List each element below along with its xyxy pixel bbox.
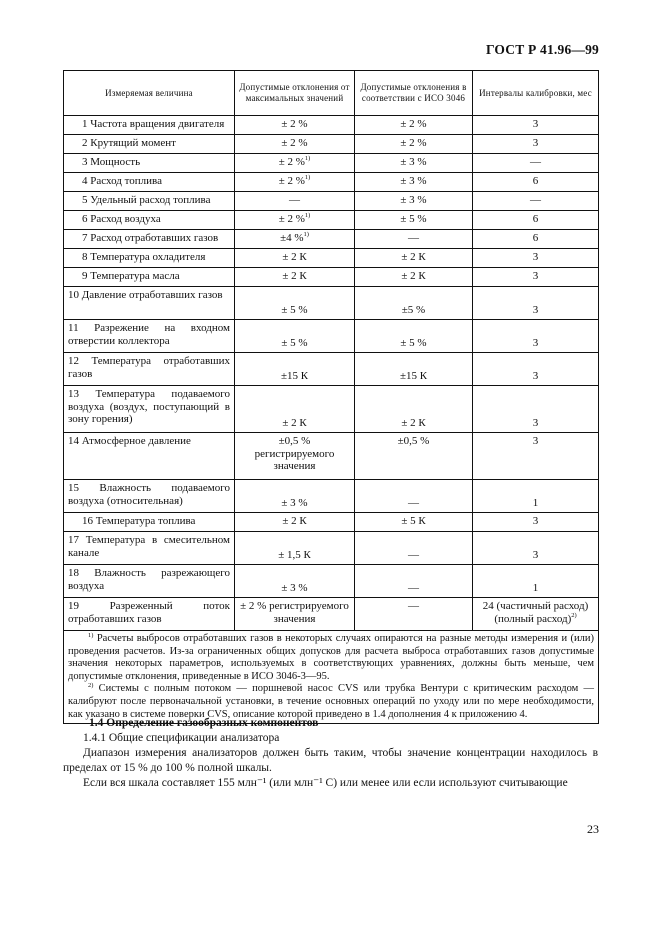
- quantity-name: 12 Температура отработавших газов: [64, 353, 235, 386]
- max-deviation: ±15 К: [235, 353, 355, 386]
- footnote-ref: 1): [304, 212, 311, 219]
- iso-deviation: ± 5 К: [355, 513, 473, 532]
- iso-deviation: —: [355, 598, 473, 631]
- page-number: 23: [587, 822, 599, 836]
- quantity-name: 15 Влажность подаваемого воздуха (относительная): [64, 480, 235, 513]
- iso-deviation: ±5 %: [355, 287, 473, 320]
- calibration-interval: 3: [473, 386, 599, 433]
- calibration-interval: 3: [473, 513, 599, 532]
- iso-deviation: ± 2 К: [355, 249, 473, 268]
- table-footnotes: [64, 631, 599, 724]
- table-row: [64, 268, 599, 287]
- header-quantity: Измеряемая величина: [64, 71, 235, 116]
- calibration-interval: 3: [473, 249, 599, 268]
- max-deviation: [235, 230, 355, 249]
- table-row: [64, 598, 599, 631]
- subsection-title: 1.4.1 Общие спецификации анализатора: [83, 731, 280, 744]
- max-deviation-value: ± 2 %: [278, 156, 305, 168]
- iso-deviation: ± 3 %: [355, 154, 473, 173]
- quantity-name: 6 Расход воздуха: [64, 211, 235, 230]
- quantity-name: 19 Разреженный поток отработавших газов: [64, 598, 235, 631]
- footnote-text: Системы с полным потоком — поршневой насос CVS или трубка Вентури с критическим расходом — калибруют после первоначальной установки, в течение основных операций по уходу или по мере необходимости, как указано в системе поверки CVS, описание которой приведено в 1.4 дополнения 4 к приложению 4.: [68, 683, 595, 720]
- table-row: [64, 353, 599, 386]
- table-row: [64, 386, 599, 433]
- max-deviation: —: [235, 192, 355, 211]
- footnote-ref: 1): [304, 174, 311, 181]
- table-row: [64, 565, 599, 598]
- max-deviation: ±0,5 % регистрируемого значения: [235, 433, 355, 480]
- table-row: [64, 287, 599, 320]
- max-deviation-value: ± 2 %: [278, 175, 305, 187]
- quantity-name: 9 Температура масла: [64, 268, 235, 287]
- max-deviation: ± 2 К: [235, 268, 355, 287]
- section-title: 1.4 Определение газообразных компонентов: [89, 717, 319, 729]
- iso-deviation: —: [355, 230, 473, 249]
- max-deviation: ± 2 К: [235, 386, 355, 433]
- max-deviation: ± 2 К: [235, 513, 355, 532]
- calibration-interval: 1: [473, 480, 599, 513]
- paragraph: Если вся шкала составляет 155 млн⁻¹ (или млн⁻¹ С) или менее или если используют считывающие: [83, 776, 568, 789]
- header-max-deviation: Допустимые отклонения от максимальных значений: [235, 71, 355, 116]
- table-row: [64, 320, 599, 353]
- table-row: [64, 249, 599, 268]
- table-row: [64, 173, 599, 192]
- table-row: [64, 230, 599, 249]
- quantity-name: 14 Атмосферное давление: [64, 433, 235, 480]
- quantity-name: 7 Расход отработавших газов: [64, 230, 235, 249]
- footnotes-row: [64, 631, 599, 724]
- body-text: [63, 716, 598, 791]
- table-row: [64, 513, 599, 532]
- calibration-interval: —: [473, 154, 599, 173]
- table-row: [64, 433, 599, 480]
- iso-deviation: ± 5 %: [355, 320, 473, 353]
- iso-deviation: ± 2 %: [355, 135, 473, 154]
- calibration-interval: 3: [473, 268, 599, 287]
- quantity-name: 2 Крутящий момент: [64, 135, 235, 154]
- max-deviation: ± 1,5 К: [235, 532, 355, 565]
- iso-deviation: ± 5 %: [355, 211, 473, 230]
- footnote: [68, 633, 594, 683]
- iso-deviation: ± 2 К: [355, 386, 473, 433]
- max-deviation-value: ±4 %: [280, 232, 304, 244]
- footnote-ref: 1): [303, 231, 309, 238]
- iso-deviation: ± 3 %: [355, 173, 473, 192]
- max-deviation: [235, 154, 355, 173]
- iso-deviation: —: [355, 532, 473, 565]
- header-calibration-interval: Интервалы калибровки, мес: [473, 71, 599, 116]
- footnote-mark: 1): [88, 632, 94, 639]
- quantity-name: 3 Мощность: [64, 154, 235, 173]
- table-row: [64, 480, 599, 513]
- footnote-ref: 2): [571, 611, 577, 619]
- quantity-name: 18 Влажность разрежающего воздуха: [64, 565, 235, 598]
- iso-deviation: —: [355, 565, 473, 598]
- max-deviation: ± 5 %: [235, 320, 355, 353]
- calibration-interval: 6: [473, 230, 599, 249]
- calibration-interval: [473, 598, 599, 631]
- calibration-interval: 1: [473, 565, 599, 598]
- max-deviation: [235, 173, 355, 192]
- table-row: [64, 192, 599, 211]
- quantity-name: 4 Расход топлива: [64, 173, 235, 192]
- max-deviation: ± 2 К: [235, 249, 355, 268]
- table-row: [64, 154, 599, 173]
- calibration-interval: 3: [473, 287, 599, 320]
- table-row: [64, 211, 599, 230]
- iso-deviation: ±15 К: [355, 353, 473, 386]
- quantity-name: 10 Давление отработавших газов: [64, 287, 235, 320]
- document-code: ГОСТ Р 41.96—99: [485, 42, 599, 57]
- paragraph: Диапазон измерения анализаторов должен быть таким, чтобы значение концентрации находилось в пределах от 15 % до 100 % полной шкалы.: [63, 746, 598, 774]
- footnote-mark: 2): [88, 682, 94, 690]
- calibration-interval: 6: [473, 173, 599, 192]
- max-deviation: ± 3 %: [235, 480, 355, 513]
- max-deviation: ± 2 %: [235, 135, 355, 154]
- table-row: [64, 135, 599, 154]
- iso-deviation: ± 3 %: [355, 192, 473, 211]
- tolerance-table: [63, 70, 599, 724]
- calibration-interval: 3: [473, 433, 599, 480]
- quantity-name: 8 Температура охладителя: [64, 249, 235, 268]
- max-deviation: ± 2 % регистрируемого значения: [235, 598, 355, 631]
- quantity-name: 17 Температура в смесительном канале: [64, 532, 235, 565]
- quantity-name: 13 Температура подаваемого воздуха (воздух, поступающий в зону горения): [64, 386, 235, 433]
- calibration-interval: 3: [473, 320, 599, 353]
- quantity-name: 5 Удельный расход топлива: [64, 192, 235, 211]
- quantity-name: 1 Частота вращения двигателя: [64, 116, 235, 135]
- max-deviation: ± 2 %: [235, 116, 355, 135]
- max-deviation: ± 5 %: [235, 287, 355, 320]
- calibration-interval: —: [473, 192, 599, 211]
- footnote-ref: 1): [304, 155, 311, 162]
- calibration-interval: 6: [473, 211, 599, 230]
- calibration-interval: 3: [473, 116, 599, 135]
- max-deviation-value: ± 2 %: [278, 213, 305, 225]
- footnote-text: Расчеты выбросов отработавших газов в некоторых случаях опираются на разные методы измерения и (или) проведения расчетов. Из-за ограниченных общих допусков для расчета выброса отработавших газов допустимые значения некоторых параметров, используемых в соответствующих уравнениях, должны быть меньше, чем допустимые отклонения, приведенные в ИСО 3046-3—95.: [68, 633, 594, 682]
- table-header-row: [64, 71, 599, 116]
- header-iso-deviation: Допустимые отклонения в соответствии с ИСО 3046: [355, 71, 473, 116]
- quantity-name: 16 Температура топлива: [64, 513, 235, 532]
- max-deviation: [235, 211, 355, 230]
- iso-deviation: ± 2 %: [355, 116, 473, 135]
- calibration-interval: 3: [473, 353, 599, 386]
- iso-deviation: ±0,5 %: [355, 433, 473, 480]
- quantity-name: 11 Разрежение на входном отверстии коллектора: [64, 320, 235, 353]
- calibration-interval: 3: [473, 532, 599, 565]
- table-row: [64, 116, 599, 135]
- iso-deviation: —: [355, 480, 473, 513]
- table-row: [64, 532, 599, 565]
- calibration-interval-value: 24 (частичный расход) (полный расход): [482, 600, 589, 625]
- iso-deviation: ± 2 К: [355, 268, 473, 287]
- max-deviation: ± 3 %: [235, 565, 355, 598]
- calibration-interval: 3: [473, 135, 599, 154]
